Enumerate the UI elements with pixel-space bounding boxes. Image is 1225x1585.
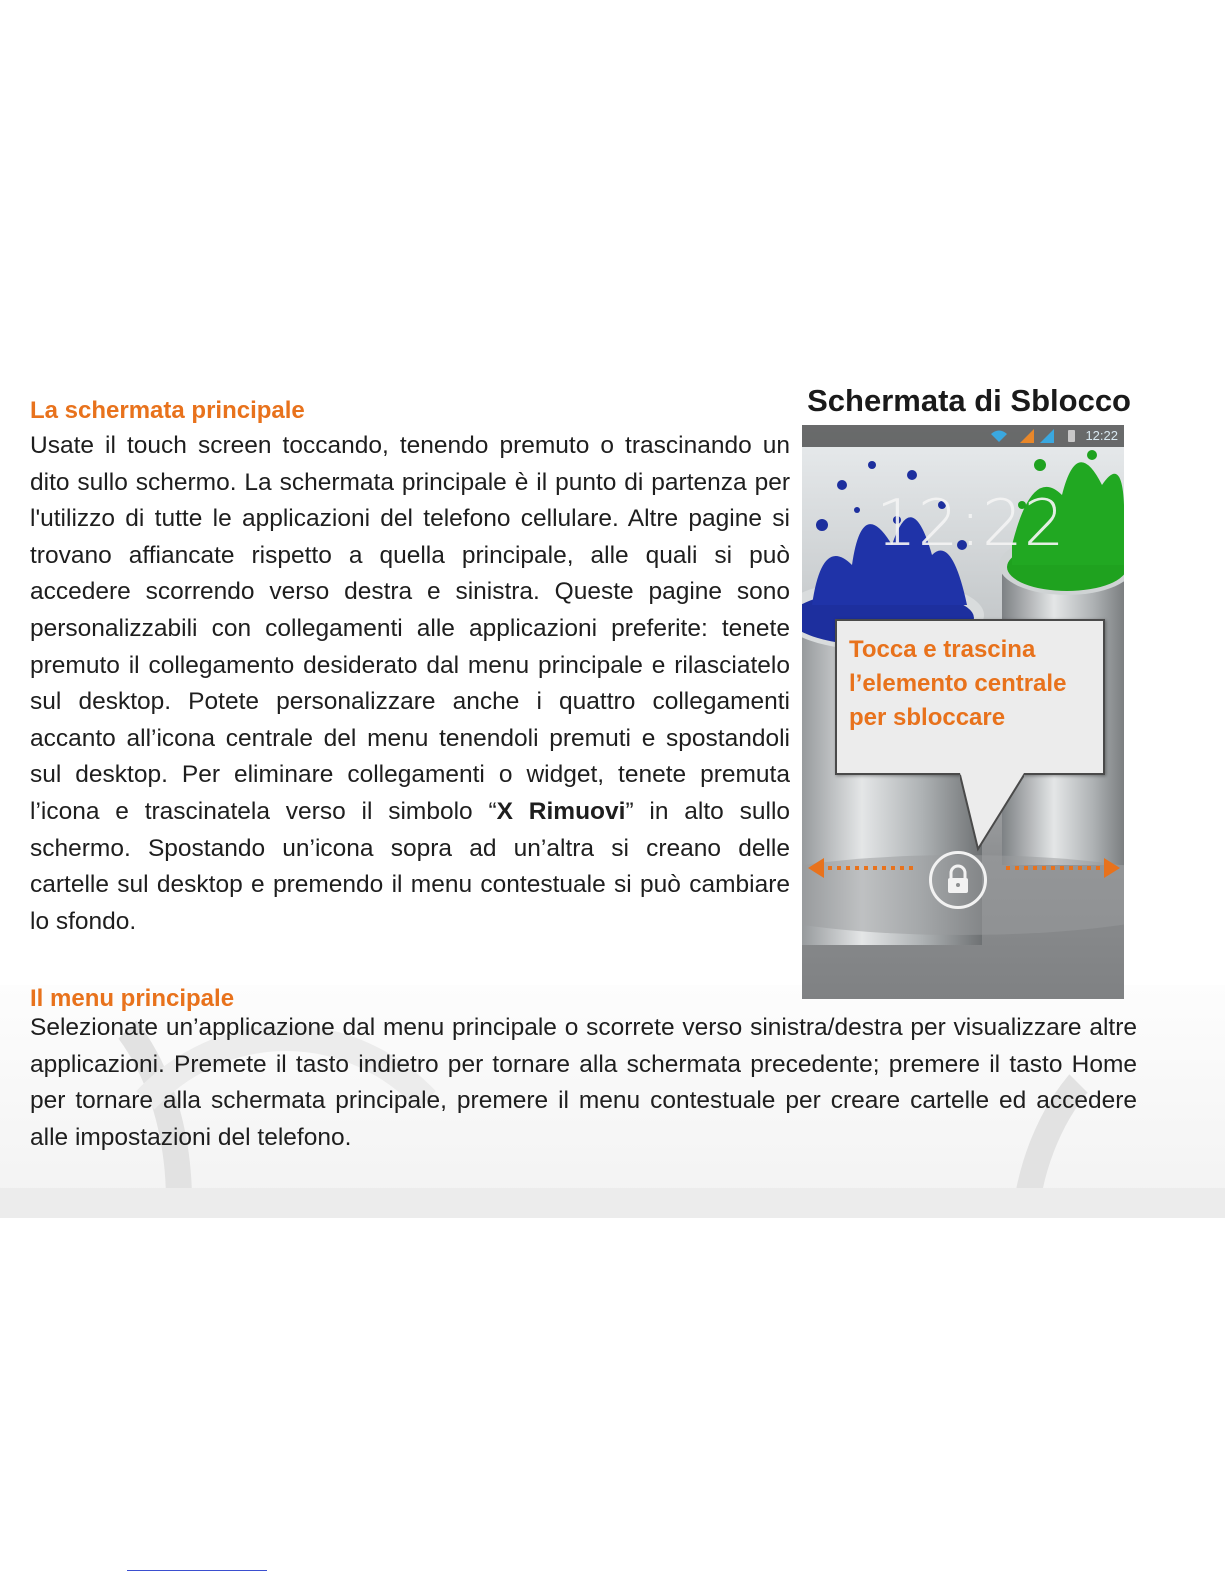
battery-icon — [1068, 430, 1075, 442]
status-bar — [802, 425, 1124, 447]
lock-icon[interactable] — [929, 851, 987, 909]
paragraph-text-part1: Usate il touch screen toccando, tenendo premuto o trascinando un dito sullo schermo. La schermata principale è il punto di partenza per l'utilizzo di tutte le applicazioni del telefono cellulare. Altre pagine si trovano affiancate rispetto a quella principale, alle quali si può accedere scorrendo verso destra e sinistra. Queste pagine sono personalizzabili con collegamenti alle applicazioni preferite: tenete premuto il collegamento desiderato dal menu principale e rilasciatelo sul desktop. Potete personalizzare anche i quattro collegamenti accanto all’icona centrale del menu tenendoli premuti e spostandoli sul desktop. Per eliminare collegamenti o widget, tenete premuta l’icona e trascinatela verso il simbolo “ — [30, 432, 790, 825]
paragraph-text-part2: ” in alto sullo schermo. Spostando un’icona sopra ad un’altra si creano delle cartelle sul desktop e premendo il menu contestuale si può cambiare lo sfondo. — [30, 797, 791, 935]
arrow-right-icon — [1004, 858, 1120, 878]
main-menu-paragraph: Selezionate un’applicazione dal menu principale o scorrete verso sinistra/destra per visualizzare altre applicazioni. Premete il tasto indietro per tornare alla schermata precedente; premere il tasto Home per tornare alla schermata principale, premere il menu contestuale per creare cartelle ed accedere alle impostazioni del telefono. — [30, 1014, 1137, 1151]
callout-pointer — [960, 773, 1024, 853]
lock-clock: 12:22 — [876, 487, 1066, 561]
callout-bubble — [835, 619, 1105, 775]
callout-text: Tocca e trascina l’elemento centrale per sbloccare — [849, 636, 1067, 731]
section-heading-main-menu: Il menu principale — [30, 985, 235, 1012]
footer-line — [127, 1570, 267, 1571]
figure-title: Schermata di Sblocco — [807, 383, 1131, 418]
arrow-left-icon — [808, 858, 920, 878]
main-screen-paragraph — [30, 428, 790, 940]
signal-icon — [1020, 429, 1060, 443]
section-heading-main-screen: La schermata principale — [30, 397, 305, 424]
status-time: 12:22 — [1085, 428, 1118, 443]
wifi-icon — [990, 429, 1008, 443]
remove-symbol-label: X Rimuovi — [496, 797, 626, 825]
